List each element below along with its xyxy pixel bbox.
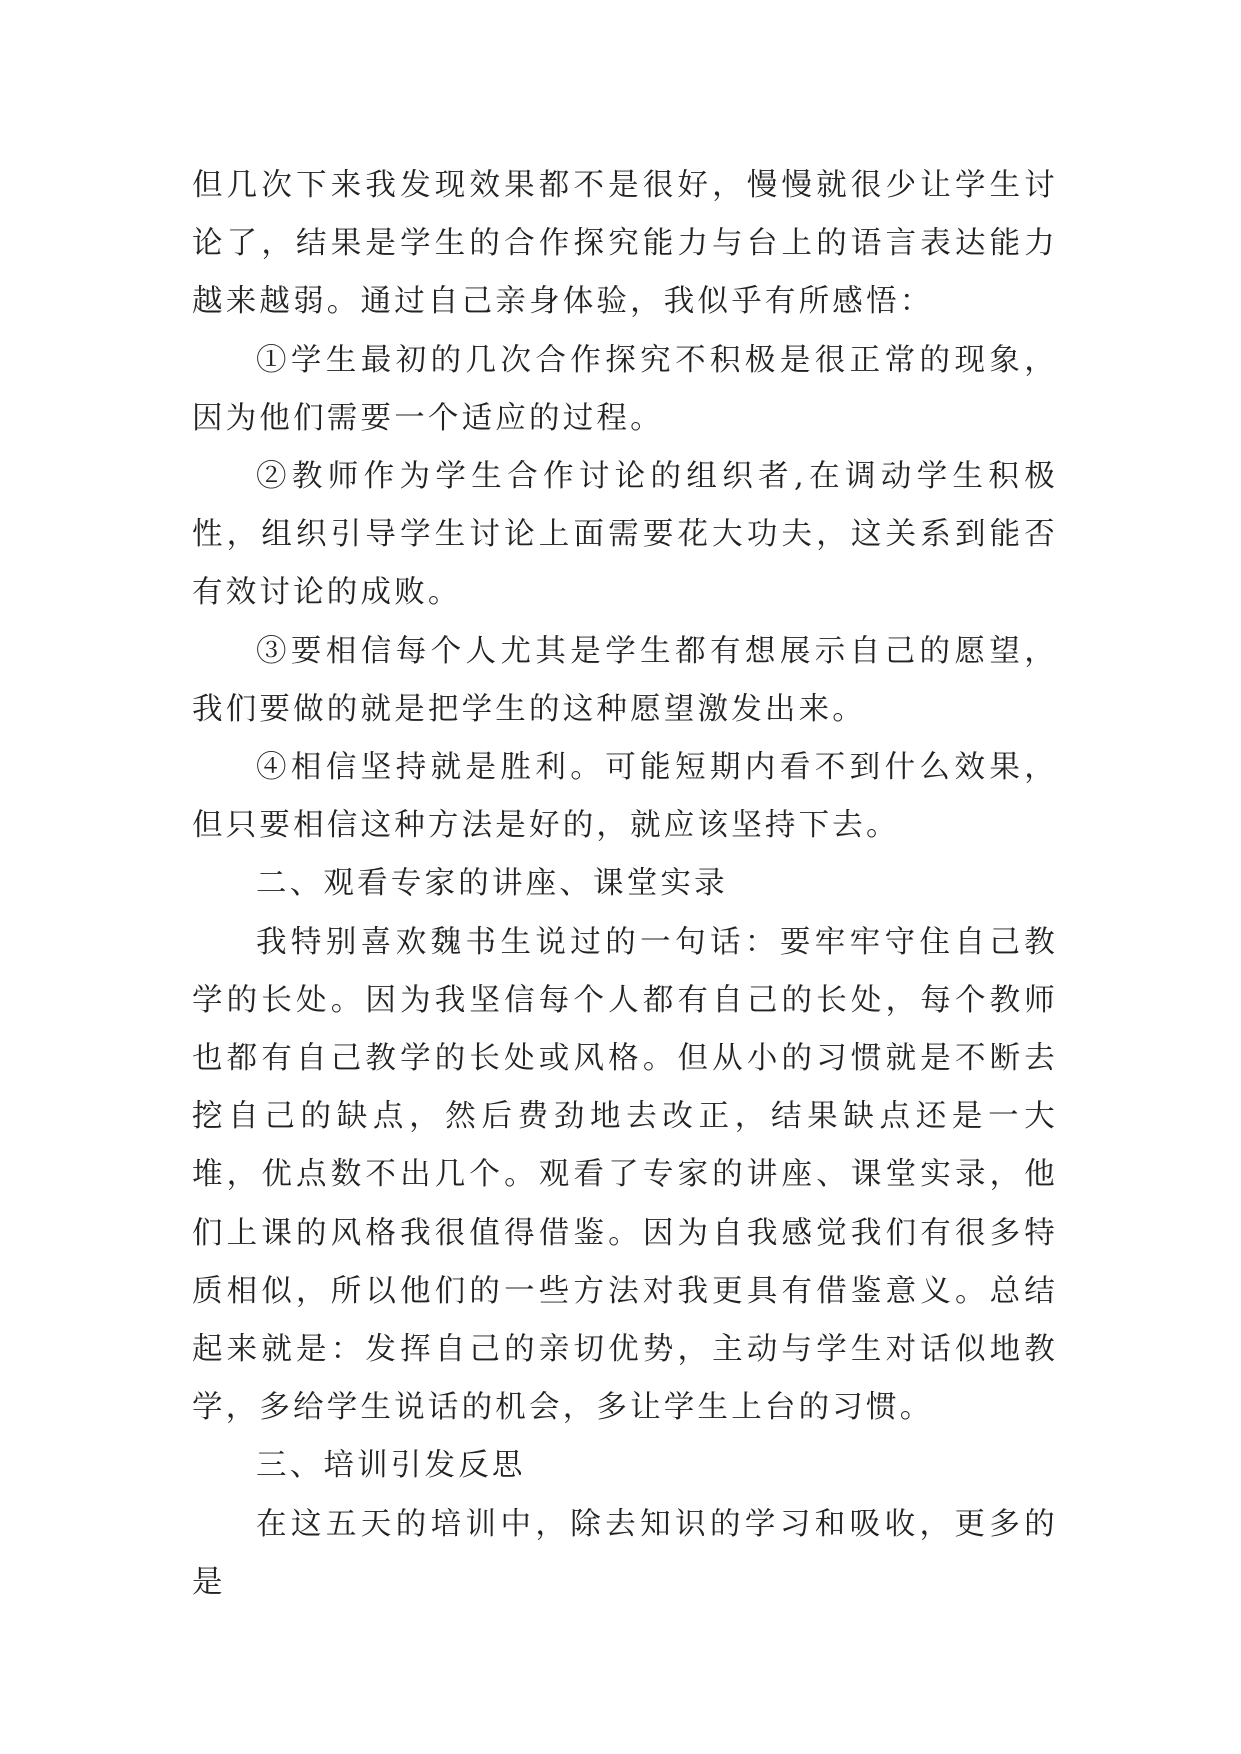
- paragraph-point-4: ④相信坚持就是胜利。可能短期内看不到什么效果，但只要相信这种方法是好的，就应该坚持下去。: [192, 750, 1058, 844]
- document-body: [192, 157, 1058, 1612]
- paragraph-point-3: ③要相信每个人尤其是学生都有想展示自己的愿望，我们要做的就是把学生的这种愿望激发出来。: [192, 633, 1058, 727]
- paragraph-section-3: 在这五天的培训中，除去知识的学习和吸收，更多的是: [192, 1506, 1058, 1600]
- paragraph-section-2: 我特别喜欢魏书生说过的一句话：要牢牢守住自己教学的长处。因为我坚信每个人都有自己的长处，每个教师也都有自己教学的长处或风格。但从小的习惯就是不断去挖自己的缺点，然后费劲地去改正，结果缺点还是一大堆，优点数不出几个。观看了专家的讲座、课堂实录，他们上课的风格我很值得借鉴。因为自我感觉我们有很多特质相似，所以他们的一些方法对我更具有借鉴意义。总结起来就是：发挥自己的亲切优势，主动与学生对话似地教学，多给学生说话的机会，多让学生上台的习惯。: [192, 924, 1058, 1426]
- paragraph-point-2: ②教师作为学生合作讨论的组织者,在调动学生积极性，组织引导学生讨论上面需要花大功夫，这关系到能否有效讨论的成败。: [192, 459, 1058, 611]
- paragraph-intro: 但几次下来我发现效果都不是很好，慢慢就很少让学生讨论了，结果是学生的合作探究能力与台上的语言表达能力越来越弱。通过自己亲身体验，我似乎有所感悟：: [192, 168, 1058, 320]
- paragraph-point-1: ①学生最初的几次合作探究不积极是很正常的现象，因为他们需要一个适应的过程。: [192, 342, 1058, 436]
- section-heading-2: 二、观看专家的讲座、课堂实录: [256, 866, 728, 902]
- section-heading-3: 三、培训引发反思: [256, 1448, 526, 1484]
